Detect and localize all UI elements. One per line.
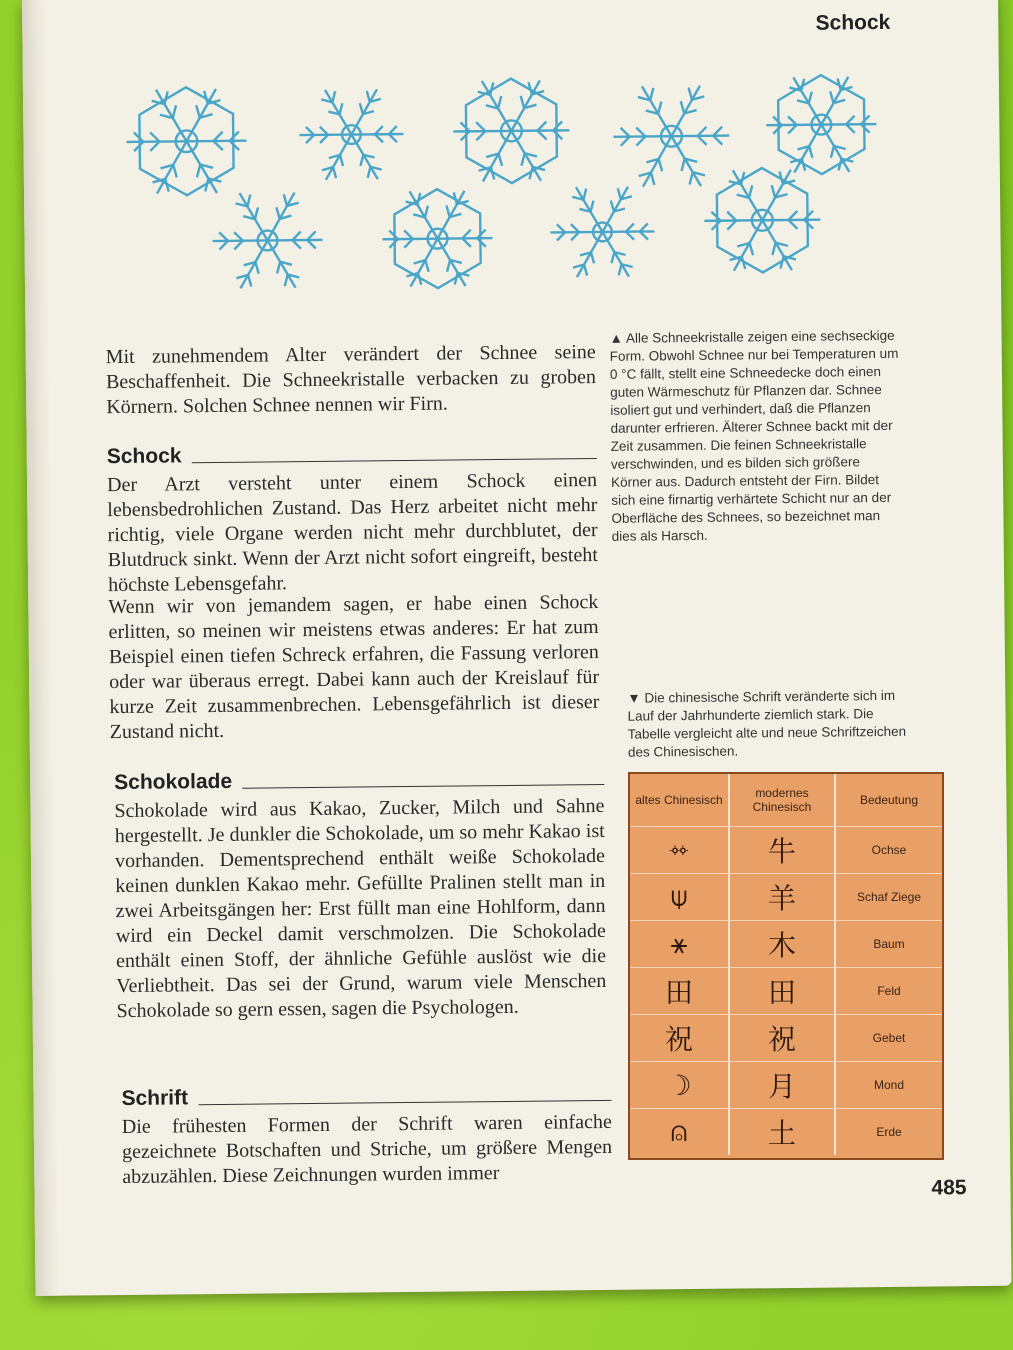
section-heading-schokolade — [114, 766, 604, 795]
old-character: ☽ — [666, 1068, 692, 1102]
old-character: ⍝ — [670, 1115, 688, 1148]
modern-character: 田 — [767, 976, 796, 1009]
chinese-caption: ▼ Die chinesische Schrift veränderte sich im Lauf der Jahrhunderte ziemlich stark. Die Tabelle vergleicht alte und neue Schriftzeichen des Chinesischen. — [627, 687, 907, 760]
section-heading-schock — [107, 440, 597, 469]
modern-character: 月 — [767, 1070, 796, 1103]
chinese-characters-table — [628, 772, 944, 1160]
table-row — [630, 874, 942, 921]
snowflake-icon — [453, 78, 570, 184]
old-character: ⍦ — [670, 880, 688, 913]
snowflake-icon — [766, 75, 877, 175]
snowflake-icon — [704, 167, 821, 273]
intro-paragraph: Mit zunehmendem Alter verändert der Schnee seine Beschaffenheit. Die Schneekristalle verbacken zu groben Körnern. Solchen Schnee nennen wir Firn. — [105, 341, 597, 419]
header-modern: modernes Chinesisch — [730, 774, 836, 826]
schokolade-paragraph: Schokolade wird aus Kakao, Zucker, Milch und Sahne hergestellt. Je dunkler die Schokolade, um so mehr Kakao ist vorhanden. Dementsprechend enthält weiße Schokolade keinen dunklen Kakao mehr. Gefüllte Pralinen stellt man in zwei Arbeitsgängen her: Erst füllt man eine Hohlform, dann wird ein Deckel damit verschmolzen. Die Schokolade enthält einen Stoff, der ähnliche Gefühle auslöst wie die Verliebtheit. Das sei der Grund, warum viele Menschen Schokolade so gern essen, sagen die Psychologen. — [114, 794, 607, 1023]
old-character: 田 — [664, 976, 693, 1009]
heading-schrift: Schrift — [121, 1086, 189, 1111]
running-header: Schock — [815, 10, 891, 35]
table-header-row — [630, 774, 942, 827]
meaning: Ochse — [871, 843, 907, 857]
heading-schokolade: Schokolade — [114, 769, 233, 795]
modern-character: 木 — [767, 929, 796, 962]
table-row — [630, 1062, 942, 1109]
table-row — [630, 827, 942, 874]
meaning: Baum — [873, 937, 905, 951]
meaning: Feld — [877, 984, 901, 998]
snowflake-icon — [212, 192, 323, 288]
schock-paragraph-2: Wenn wir von jemandem sagen, er habe einen Schock erlitten, so meinen wir meistens etwas anderes: Er hat zum Beispiel einen tiefen Schreck erfahren, die Fassung verloren oder war überaus erregt. Dabei kann auch der Kreislauf für kurze Zeit zusammenbrechen. Lebensgefährlich ist dieser Zustand nicht. — [108, 590, 600, 744]
snowflake-icon — [299, 89, 404, 180]
meaning: Erde — [876, 1125, 902, 1139]
meaning: Mond — [873, 1078, 905, 1092]
meaning: Schaf Ziege — [856, 890, 922, 904]
modern-character: 土 — [767, 1117, 796, 1150]
snowflake-icon — [550, 186, 655, 277]
modern-character: 牛 — [767, 835, 796, 868]
snowflake-icon — [613, 85, 730, 187]
modern-character: 祝 — [767, 1023, 796, 1056]
table-row — [630, 1109, 942, 1155]
old-character: 祝 — [664, 1023, 693, 1056]
old-character: 𐄣 — [666, 834, 692, 867]
meaning: Gebet — [872, 1031, 906, 1045]
old-character: ⚹ — [670, 927, 688, 960]
page-number: 485 — [931, 1176, 967, 1200]
snowflake-caption: ▲ Alle Schneekristalle zeigen eine sechseckige Form. Obwohl Schnee nur bei Temperaturen um 0 °C fällt, stellt eine Schneedecke doch einen guten Wärmeschutz für Pflanzen dar. Schnee isoliert gut und verhindert, daß die Pflanzen darunter erfrieren. Älterer Schnee backt mit der Zeit zusammen. Die feinen Schneekristalle verschwinden, und es bilden sich größere Körner aus. Dadurch entsteht der Firn. Bildet sich eine firnartig verhärtete Schicht nur an der Oberfläche des Schnees, so bezeichnet man dies als Harsch. — [609, 327, 899, 544]
section-heading-schrift — [121, 1082, 611, 1111]
table-row — [630, 921, 942, 968]
snowflake-icon — [382, 189, 493, 289]
modern-character: 羊 — [767, 882, 796, 915]
heading-schock: Schock — [106, 444, 182, 469]
table-row — [630, 968, 942, 1015]
schock-paragraph-1: Der Arzt versteht unter einem Schock einen lebensbedrohlichen Zustand. Das Herz arbeitet nicht mehr richtig, viele Organe werden nicht mehr durchblutet, der Blutdruck sinkt. Wenn der Arzt nicht sofort eingreift, besteht höchste Lebensgefahr. — [106, 469, 598, 597]
header-old: altes Chinesisch — [630, 774, 730, 826]
snowflake-icon — [126, 87, 247, 196]
header-meaning: Bedeutung — [859, 793, 919, 807]
table-row — [630, 1015, 942, 1062]
schrift-paragraph: Die frühesten Formen der Schrift waren einfache gezeichnete Botschaften und Striche, um größere Mengen abzuzählen. Diese Zeichnungen wurden immer — [121, 1110, 613, 1189]
snowflake-illustrations — [101, 59, 903, 307]
